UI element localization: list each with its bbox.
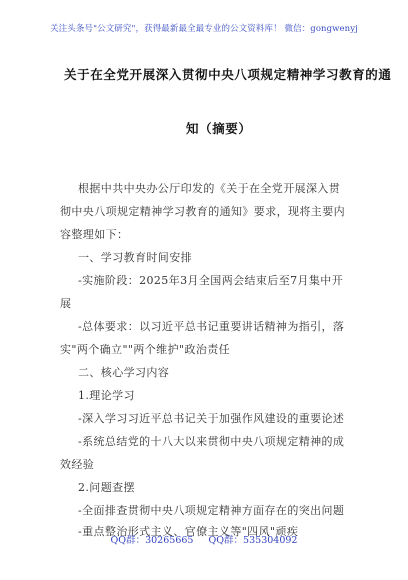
footer-qq-group-1: QQ群：30265665 <box>110 535 194 546</box>
document-title-line-1: 关于在全党开展深入贯彻中央八项规定精神学习教育的通 <box>64 67 392 82</box>
body-paragraph: -系统总结党的十八大以来贯彻中央八项规定精神的成 <box>78 435 345 448</box>
body-paragraph: 展 <box>60 297 72 310</box>
body-paragraph: -重点整治形式主义、官僚主义等"四风"顽疾 <box>78 525 299 538</box>
body-paragraph: 容整理如下： <box>60 228 129 241</box>
body-paragraph: -总体要求：以习近平总书记重要讲话精神为指引，落 <box>78 320 345 333</box>
subsection-heading: 1.理论学习 <box>78 389 135 402</box>
footer <box>0 532 408 546</box>
header-note: 关注头条号"公文研究"，获得最新最全最专业的公文资料库！ 微信：gongwenyj <box>50 24 358 34</box>
body-paragraph: -实施阶段：2025年3月全国两会结束后至7月集中开 <box>78 274 344 287</box>
subsection-heading: 2.问题查摆 <box>78 481 135 494</box>
body-paragraph: -全面排查贯彻中央八项规定精神方面存在的突出问题 <box>78 504 345 517</box>
document-title-line-2: 知（摘要） <box>186 121 252 136</box>
body-paragraph: 彻中央八项规定精神学习教育的通知》要求，现将主要内 <box>60 205 345 218</box>
section-heading: 一、学习教育时间安排 <box>78 251 192 264</box>
body-paragraph: 效经验 <box>60 458 95 471</box>
body-paragraph: 根据中共中央办公厅印发的《关于在全党开展深入贯 <box>78 182 341 195</box>
body-paragraph: -深入学习习近平总书记关于加强作风建设的重要论述 <box>78 412 345 425</box>
body-paragraph: 实"两个确立""两个维护"政治责任 <box>60 343 231 356</box>
footer-qq-group-2: QQ群：535304092 <box>208 535 298 546</box>
section-heading: 二、核心学习内容 <box>78 366 170 379</box>
